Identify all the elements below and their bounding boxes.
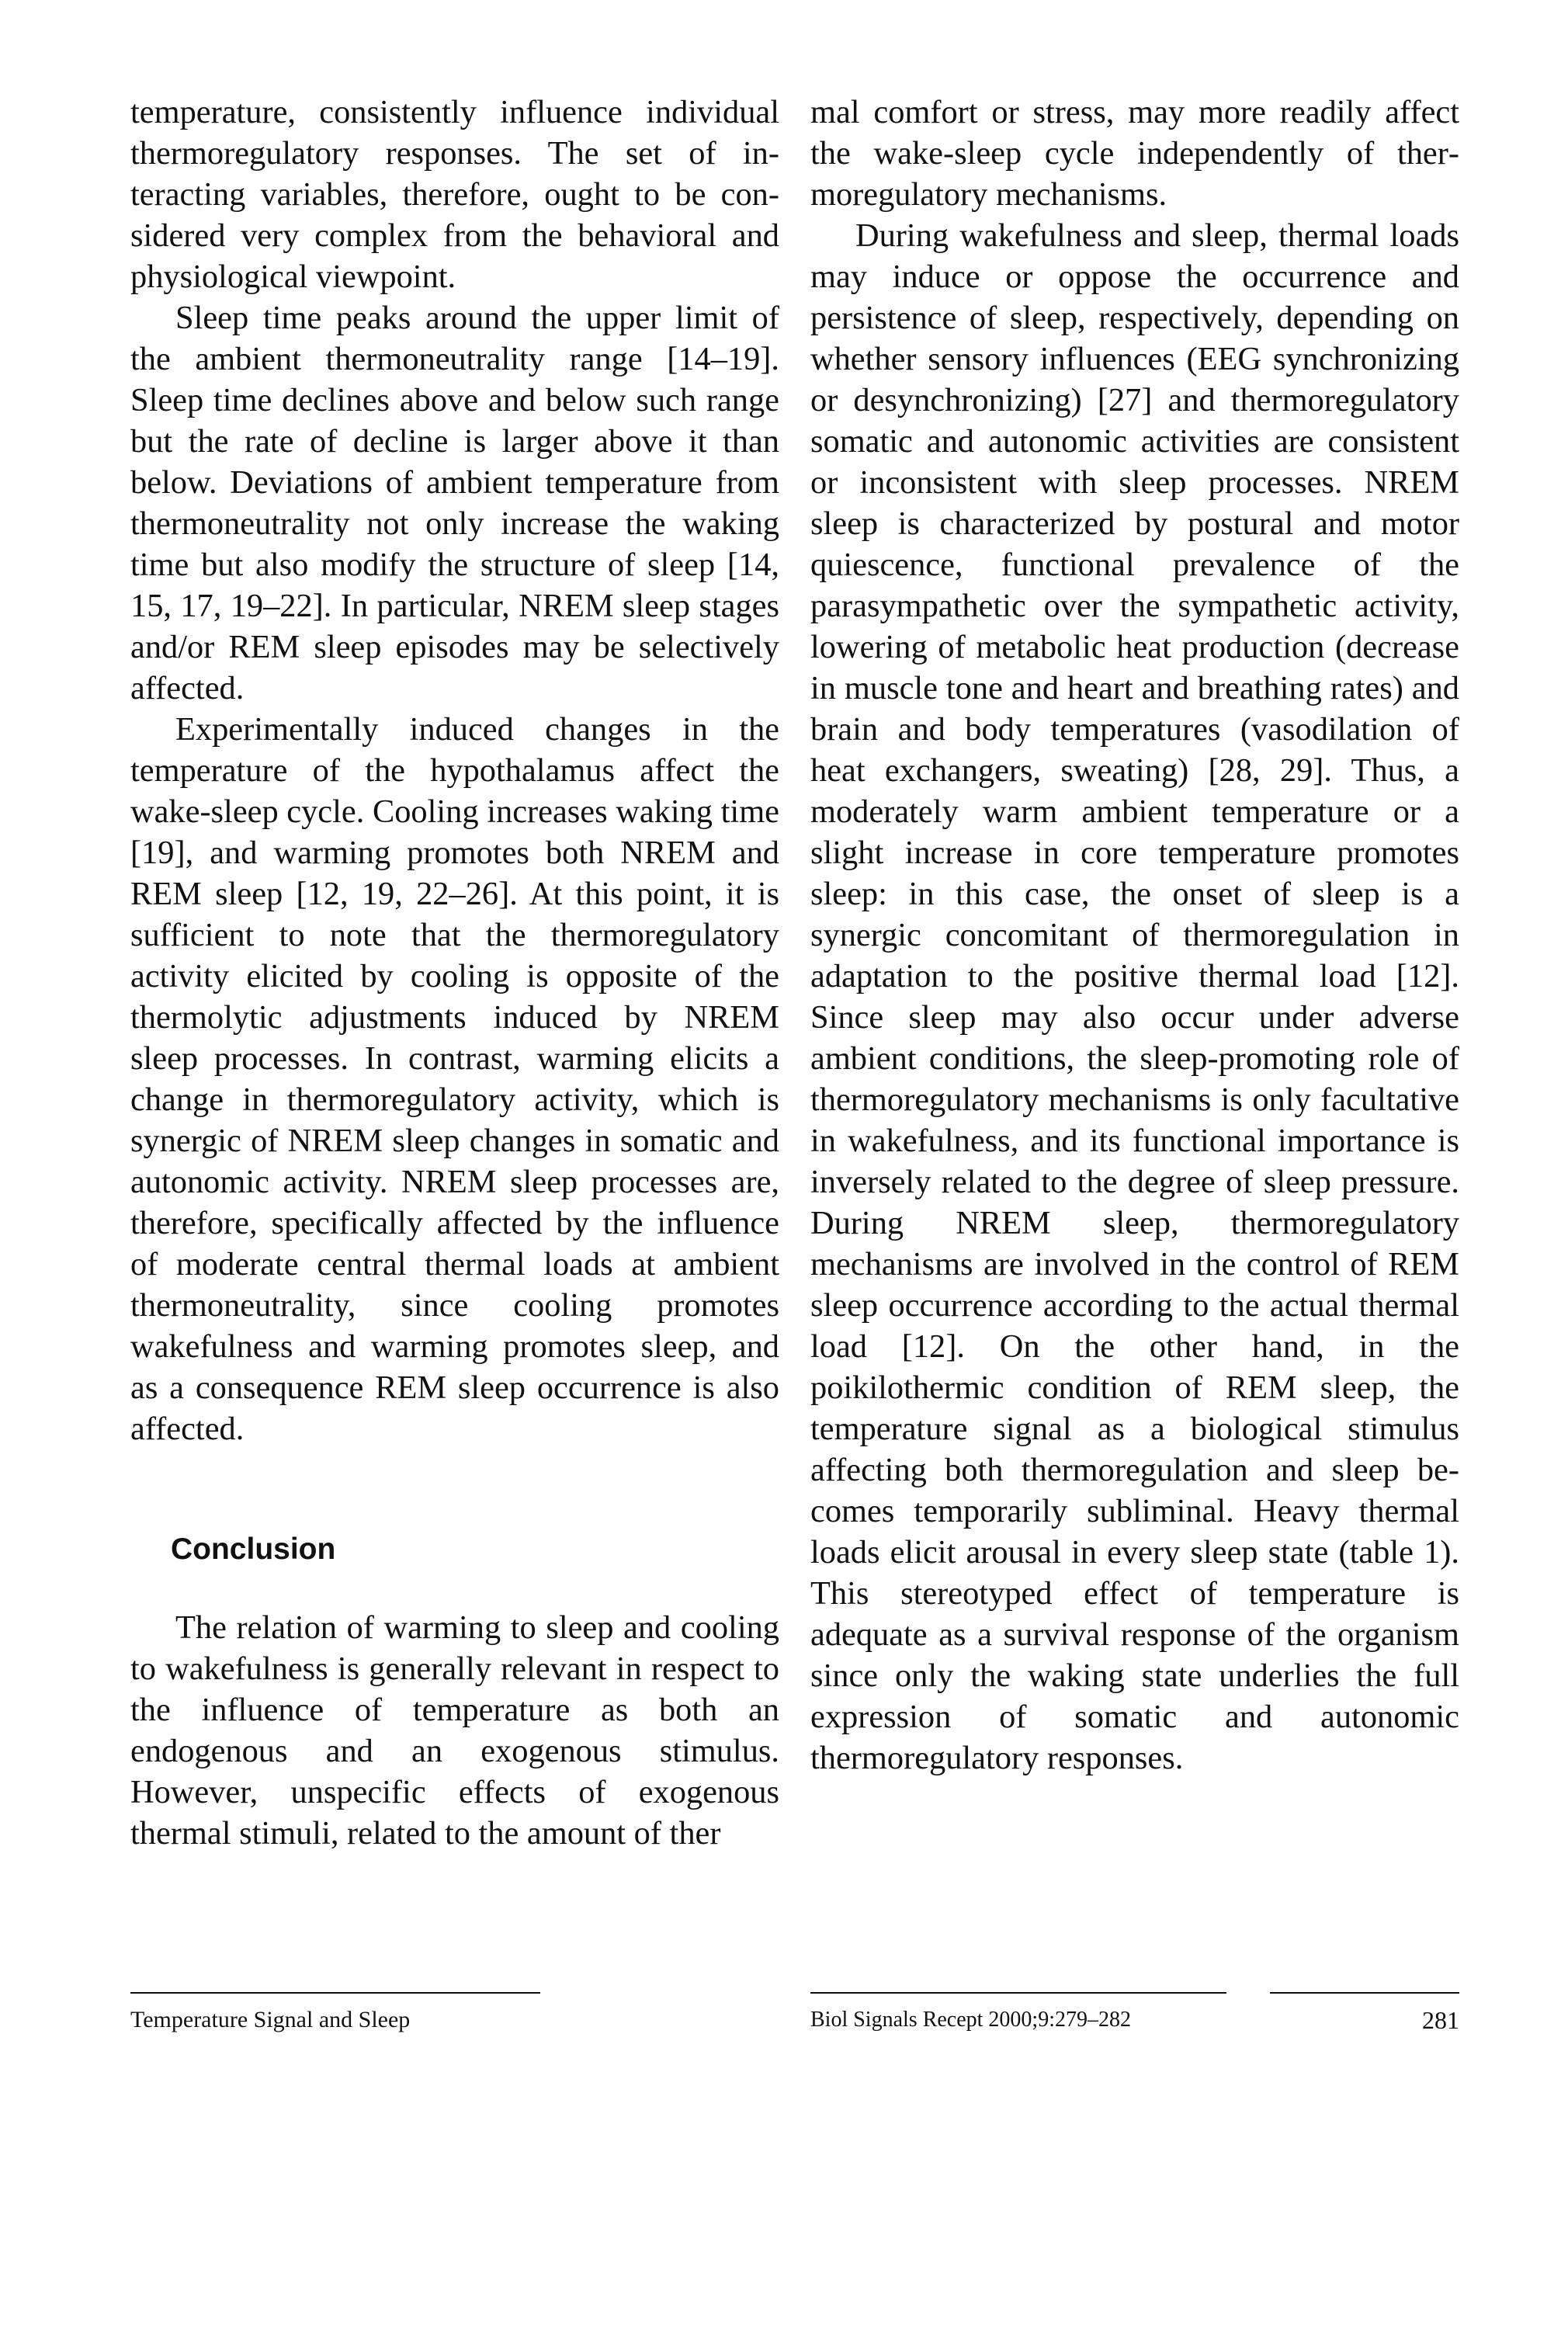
section-heading: Conclusion <box>171 1532 336 1566</box>
body-paragraph: mal comfort or stress, may more readily affect the wake-sleep cycle independently of thermoregulatory mechanisms. <box>810 94 1459 213</box>
left-column <box>130 92 779 1854</box>
footer-rule-left <box>130 1992 540 1994</box>
body-paragraph: The relation of warming to sleep and cooling to wakefulness is generally relevant in respect to the influence of temperature as both an endogenous and an exogenous stimulus. However, unspecific effects of exogenous thermal stimuli, related to the amount of ther <box>130 1609 779 1852</box>
page-number: 281 <box>1422 2006 1459 2034</box>
right-column <box>810 92 1459 1779</box>
running-title: Temperature Signal and Sleep <box>130 2007 411 2032</box>
body-paragraph: During wakefulness and sleep, thermal loads may induce or oppose the occurrence and persistence of sleep, respectively, depending on whether sensory influences (EEG synchronizing or desynchronizing) [27] and thermoregulatory somatic and autonomic activities are consistent or inconsistent with sleep processes. NREM sleep is characterized by postural and motor quiescence, functional prevalence of the parasympathetic over the sympathetic activity, lowering of metabolic heat production (decrease in muscle tone and heart and breathing rates) and brain and body temperatures (vasodilation of heat exchangers, sweating) [28, 29]. Thus, a moderately warm ambient temperature or a slight increase in core temperature promotes sleep: in this case, the onset of sleep is a synergic concomitant of thermoregulation in adaptation to the positive thermal load [12]. Since sleep may also occur under adverse ambient conditions, the sleep-promoting role of thermoregulatory mechanisms is only facultative in wakefulness, and its functional importance is inversely related to the degree of sleep pressure. During NREM sleep, thermoregulatory mechanisms are involved in the control of REM sleep occurrence according to the actual thermal load [12]. On the other hand, in the poikilothermic condition of REM sleep, the temperature signal as a biological stimulus affecting both thermoregulation and sleep becomes temporarily subliminal. Heavy thermal loads elicit arousal in every sleep state (table 1). This stereotyped effect of temperature is adequate as a survival response of the organism since only the waking state underlies the full expression of somatic and autonomic thermoregulatory responses. <box>810 217 1459 1776</box>
footer-rule-right <box>1270 1992 1459 1994</box>
body-paragraph: temperature, consistently influence individual thermoregulatory responses. The set of interacting variables, therefore, ought to be considered very complex from the behavioral and physiological viewpoint. <box>130 94 779 295</box>
body-paragraph: Sleep time peaks around the upper limit of the ambient thermoneutrality range [14–19]. Sleep time declines above and below such range but the rate of decline is larger above it than below. Deviations of ambient temperature from thermoneutrality not only increase the waking time but also modify the structure of sleep [14, 15, 17, 19–22]. In particular, NREM sleep stages and/or REM sleep episodes may be selectively affected. <box>130 300 779 706</box>
footer-rule-middle <box>810 1992 1226 1994</box>
body-paragraph: Experimentally induced changes in the temperature of the hypothalamus affect the wake-sleep cycle. Cooling increases waking time [19], and warming promotes both NREM and REM sleep [12, 19, 22–26]. At this point, it is sufficient to note that the thermoregulatory activity elicited by cooling is opposite of the thermolytic adjustments induced by NREM sleep processes. In contrast, warming elicits a change in thermoregulatory activity, which is synergic of NREM sleep changes in somatic and autonomic activity. NREM sleep processes are, therefore, specifically affected by the influence of moderate central thermal loads at ambient thermoneutrality, since cooling promotes wakefulness and warming promotes sleep, and as a consequence REM sleep occurrence is also affected. <box>130 711 779 1447</box>
journal-citation: Biol Signals Recept 2000;9:279–282 <box>810 2008 1131 2032</box>
